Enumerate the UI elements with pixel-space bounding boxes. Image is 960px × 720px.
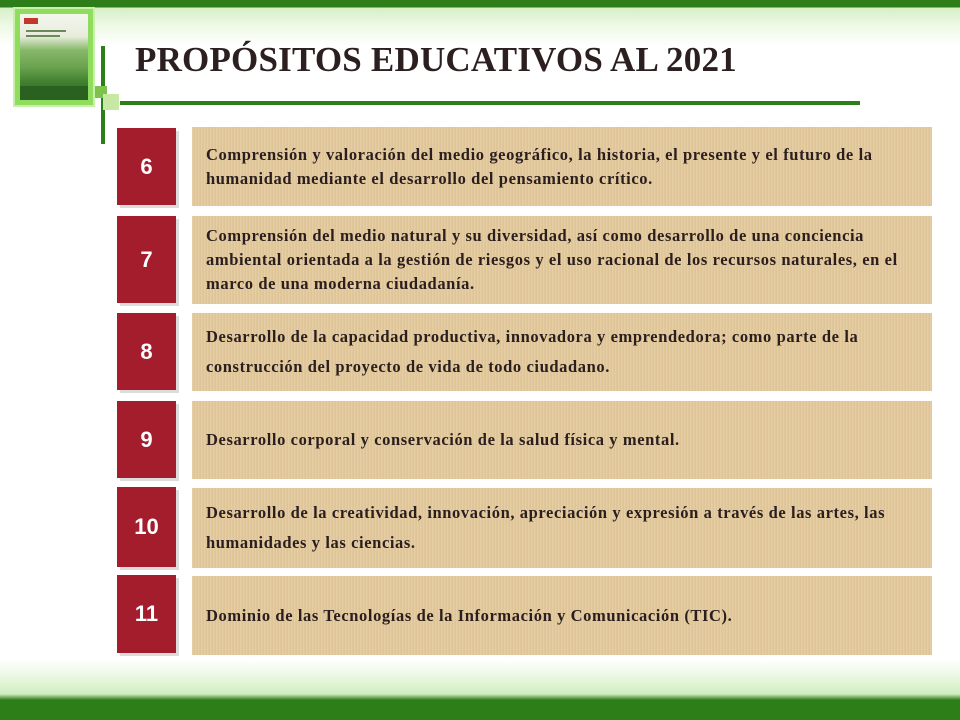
item-text-box: [192, 488, 932, 568]
item-text-box: [192, 576, 932, 655]
book-cover-image: [15, 9, 93, 105]
title-underline: [120, 101, 860, 105]
item-number-badge: 11: [117, 575, 176, 653]
decorative-square: [103, 94, 119, 110]
item-text-box: [192, 401, 932, 479]
page-title: PROPÓSITOS EDUCATIVOS AL 2021: [135, 40, 737, 79]
item-number-badge: 9: [117, 401, 176, 478]
item-text-box: [192, 313, 932, 391]
item-text: Desarrollo de la capacidad productiva, innovadora y emprendedora; como parte de la construcción del proyecto de vida de todo ciudadano.: [206, 327, 859, 376]
item-number-badge: 8: [117, 313, 176, 390]
item-text: Comprensión y valoración del medio geográfico, la historia, el presente y el futuro de la humanidad mediante el desarrollo del pensamiento crítico.: [206, 144, 873, 188]
item-text: Comprensión del medio natural y su diversidad, así como desarrollo de una conciencia ambiental orientada a la gestión de riesgos y el uso racional de los recursos naturales, en el marco de una moderna ciudadanía.: [206, 226, 898, 293]
item-text-box: [192, 216, 932, 304]
item-text: Desarrollo de la creatividad, innovación, apreciación y expresión a través de las artes, las humanidades y las ciencias.: [206, 503, 886, 552]
item-text-box: [192, 127, 932, 206]
item-text: Desarrollo corporal y conservación de la salud física y mental.: [206, 430, 680, 449]
item-number-badge: 10: [117, 487, 176, 567]
item-text: Dominio de las Tecnologías de la Información y Comunicación (TIC).: [206, 605, 733, 625]
bottom-green-band: [0, 660, 960, 720]
item-number-badge: 6: [117, 128, 176, 205]
item-number-badge: 7: [117, 216, 176, 303]
